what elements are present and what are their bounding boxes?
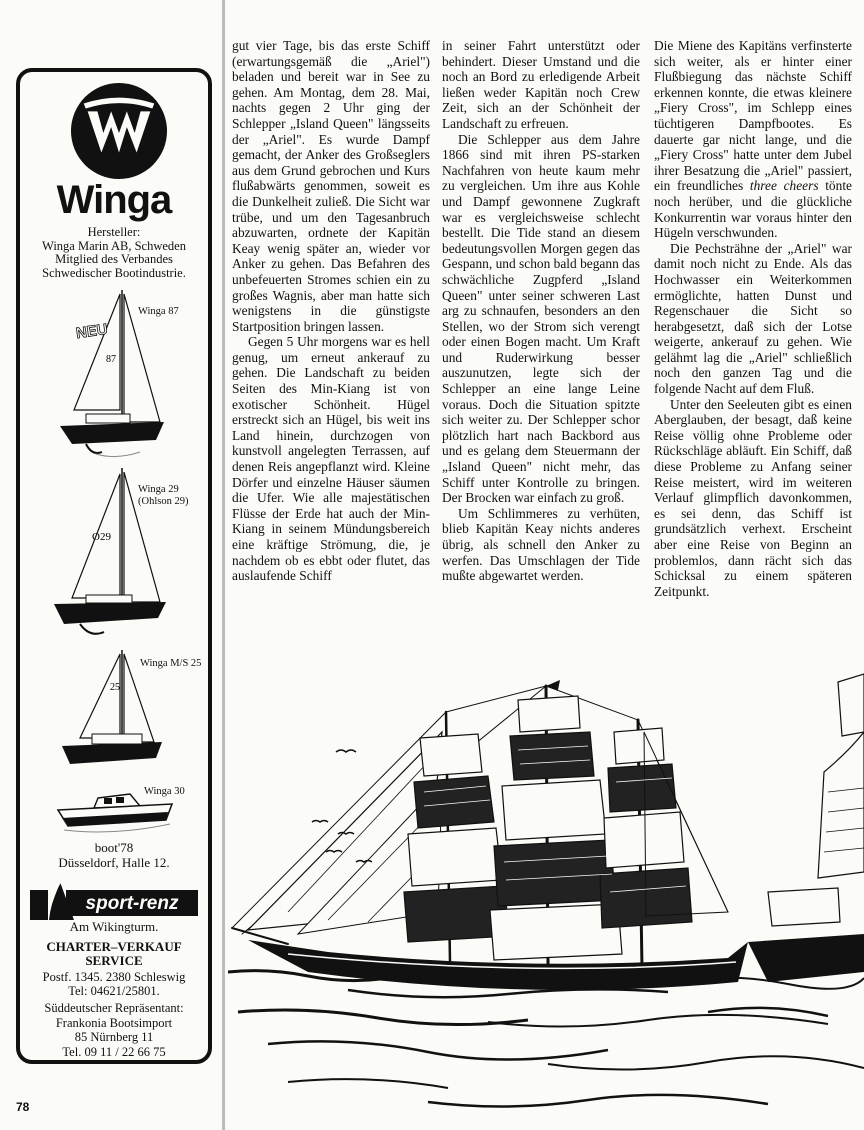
maker-line: Winga Marin AB, Schweden [42, 238, 186, 253]
boat-label-winga-87: Winga 87 [138, 306, 179, 317]
rep-line: Frankonia Bootsimport [55, 1015, 173, 1030]
manufacturer-info [20, 226, 208, 280]
text-run: Die Miene des Kapitäns verfinsterte sich weiter, als er hinter einer Flußbiegung das nächste Schiff erkennen konnte, die etwas kleinere „Fiery Cross", im Schlepp eines tüchtigeren Dampfbootes. Es dauerte gar nicht lange, und die „Fiery Cross" hatte unter dem Jubel ihrer Besatzung die „Ariel" passiert, ein freundliches [654, 38, 852, 194]
brand-name: Winga [56, 178, 172, 222]
postal-address: Postf. 1345. 2380 Schleswig [42, 970, 186, 984]
paragraph: Die Schlepper aus dem Jahre 1866 sind mit ihren PS-starken Nachfahren von heute kaum mehr zu vergleichen. Um ihre aus Kohle und Dampf gewonnene Zugkraft war es vergleichsweise schlecht bestellt. Die Tide stand an diesem bedeutungsvollen Morgen gegen das Gespann, und schon bald begann das schwächliche Zugpferd „Island Queen" unter seiner schweren Last arg zu schnaufen, besonders an den Stellen, wo der Strom sich verengt oder einen Bogen macht. Um Kraft und Ruderwirkung besser auszunutzen, legte sich der Schlepper an eine lange Leine voraus. Doch die Situation spitzte sich weiter zu. Der Schlepper schor plötzlich hart nach Backbord aus und es gelang dem Steuermann der „Island Queen" nicht mehr, das Schiff unter Kontrolle zu bringen. Der Brocken war einfach zu groß. [442, 131, 640, 506]
dealer-phone: Tel: 04621/25801. [68, 984, 160, 998]
sport-renz-logo-icon [26, 880, 204, 924]
sail-number: 87 [106, 354, 116, 365]
paragraph: Gegen 5 Uhr morgens war es hell genug, um erneut ankerauf zu gehen. Die Landschaft zu beiden Seiten des Min-Kiang ist von exotischer Schönheit. Hügel erstreckt sich an Hügel, bis weit ins Land hinein, durchzogen von kunstvoll angelegten Terrassen, auf denen Reis angepflanzt wird. Kleine Dörfer und einzelne Häuser säumen die Ufer. Wie alle majestätischen Flüsse der Erde hat auch der Min-Kiang in seinem Mündungsbereich eine kräftige Strömung, die, je nachdem ob es ebbt oder flutet, das auslaufende Schiff [232, 334, 430, 584]
text-run: tönte noch herüber, und die glückliche Konkurrentin war voraus hinter den Hügeln verschwunden. [654, 178, 852, 241]
boat-label-winga-ms-25: Winga M/S 25 [140, 658, 202, 669]
rep-line: Süddeutscher Repräsentant: [44, 1001, 184, 1015]
sail-number: 25 [110, 682, 120, 693]
paragraph: gut vier Tage, bis das erste Schiff (erwartungsgemäß die „Ariel") beladen und bereit war in See zu gehen. Am Montag, dem 28. Mai, nachts gegen 2 Uhr ging der Schlepper „Island Queen" längsseits der „Ariel". Es wurde Dampf gemacht, der Anker des Großseglers aus dem Grund gebrochen und Kurs flußabwärts genommen, soweit es die Dunkelheit zuließ. Die Sicht war trübe, und um den Tagesanbruch abzuwarten, ordnete der Kapitän Keay wenig später an, wieder vor Anker zu gehen. Das Befahren des unbefeuerten Stromes schien ein zu großes Wagnis, aber man hatte sich wenigstens in die günstigste Startposition bringen lassen. [232, 38, 430, 334]
boat-show-info [20, 840, 208, 870]
paragraph: in seiner Fahrt unterstützt oder behindert. Dieser Umstand und die noch an Bord zu erledigende Arbeit ließen weder Kapitän noch Crew Zeit, sich an der Schönheit der Landschaft zu erfreuen. [442, 38, 640, 131]
paragraph: Unter den Seeleuten gibt es einen Aberglauben, der besagt, daß keine Reise völlig ohne Probleme oder Rückschläge abläuft. Ein Schiff, daß diese Probleme zu Anfang seiner Reise meistert, wird im weiteren Verlauf glimpflich davonkommen, es sei denn, das Schiff ist grundsätzlich verhext. Erscheint aber eine Reise von Beginn an problemlos, dann rächt sich das Schicksal zu einem späteren Zeitpunkt. [654, 396, 852, 599]
representative-info [20, 1001, 208, 1059]
charter-service-heading [20, 940, 208, 968]
column-divider [222, 0, 225, 1130]
article-column-1 [232, 38, 430, 584]
boat-subtitle: (Ohlson 29) [138, 496, 189, 507]
boat-name: Winga 29 [138, 484, 179, 495]
dealer-address: Am Wikingturm. [69, 919, 159, 934]
maker-line: Hersteller: [87, 225, 141, 239]
dealer-contact [20, 970, 208, 998]
winga-advertisement [16, 68, 212, 1064]
dealer-logo-text: sport-renz [85, 893, 179, 914]
fair-name: boot'78 [94, 840, 134, 855]
rep-line: 85 Nürnberg 11 [74, 1030, 154, 1044]
page-number: 78 [16, 1100, 30, 1114]
boat-label-winga-30: Winga 30 [144, 786, 185, 797]
clipper-ship-illustration [228, 672, 864, 1130]
sail-number: O29 [92, 531, 111, 543]
maker-line: Mitglied des Verbandes [55, 252, 173, 266]
winga-logo-icon [70, 82, 168, 180]
article-column-2 [442, 38, 640, 584]
service-line: SERVICE [85, 953, 143, 968]
new-badge: NEU [74, 320, 109, 343]
rep-line: Tel. 09 11 / 22 66 75 [62, 1044, 166, 1059]
article-column-3 [654, 38, 852, 599]
fair-location: Düsseldorf, Halle 12. [58, 855, 170, 870]
paragraph: Um Schlimmeres zu verhüten, blieb Kapitän Keay nichts anderes übrig, als schnell den Anker zu werfen. Das Umschlagen der Tide mußte abgewartet werden. [442, 505, 640, 584]
emphasis: three cheers [749, 178, 819, 194]
paragraph: Die Pechsträhne der „Ariel" war damit noch nicht zu Ende. Als das Hochwasser ein Weiterkommen ermöglichte, hatten Dunst und Regenschauer die Sicht so herabgesetzt, daß sich der Lotse weigerte, ankerauf zu gehen. Wie gelähmt lag die „Ariel" schließlich noch den ganzen Tag und die folgende Nacht auf dem Fluß. [654, 240, 852, 397]
boat-label-winga-29 [138, 484, 188, 508]
maker-line: Schwedischer Bootindustrie. [42, 265, 186, 280]
charter-line: CHARTER–VERKAUF [46, 939, 182, 954]
paragraph [654, 38, 852, 241]
